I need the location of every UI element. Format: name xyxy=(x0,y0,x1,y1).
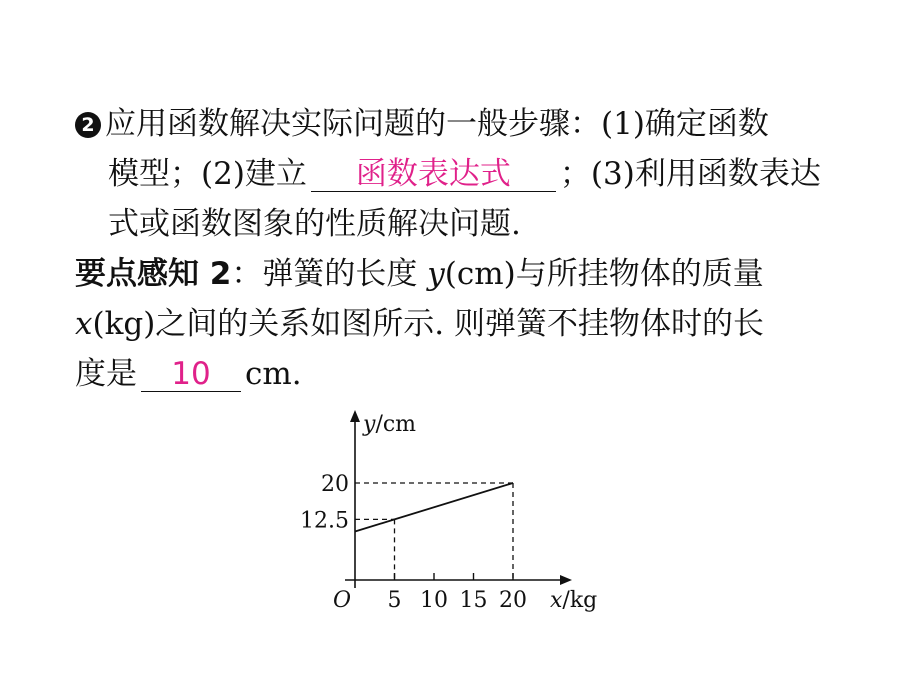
point-text-a: ：弹簧的长度 xyxy=(231,256,428,292)
number-2-badge: 2 xyxy=(75,112,101,138)
point-text-d: 度是 xyxy=(75,356,137,392)
y-tick-label: 20 xyxy=(321,472,349,497)
answer-blank-1: 函数表达式 xyxy=(311,157,556,192)
step-text-2a: 模型；(2)建立 xyxy=(108,156,307,192)
point-text-b: (cm)与所挂物体的质量 xyxy=(444,256,764,292)
x-tick-label: 10 xyxy=(420,588,448,613)
x-variable: x xyxy=(75,306,93,342)
point-text-c: (kg)之间的关系如图所示. 则弹簧不挂物体时的长 xyxy=(92,306,765,342)
origin-label: O xyxy=(333,588,352,613)
x-tick-label: 20 xyxy=(499,588,527,613)
x-axis-arrow xyxy=(560,575,572,585)
y-variable: y xyxy=(427,256,445,292)
point-heading: 要点感知 2 xyxy=(75,256,232,292)
series-line xyxy=(355,483,513,532)
x-tick-label: 5 xyxy=(387,588,402,613)
y-axis-label: y/cm xyxy=(363,412,417,437)
y-axis-arrow xyxy=(350,410,360,422)
step-text-2b: ；(3)利用函数表达 xyxy=(559,156,821,192)
x-tick-label: 15 xyxy=(459,588,488,613)
y-tick-label: 12.5 xyxy=(300,508,349,534)
step-text-3: 式或函数图象的性质解决问题. xyxy=(108,206,521,242)
x-axis-label: x/kg xyxy=(550,588,598,613)
answer-blank-2: 10 xyxy=(141,357,241,392)
point-text-e: cm. xyxy=(245,356,302,392)
step-text-1: 应用函数解决实际问题的一般步骤：(1)确定函数 xyxy=(105,106,769,142)
